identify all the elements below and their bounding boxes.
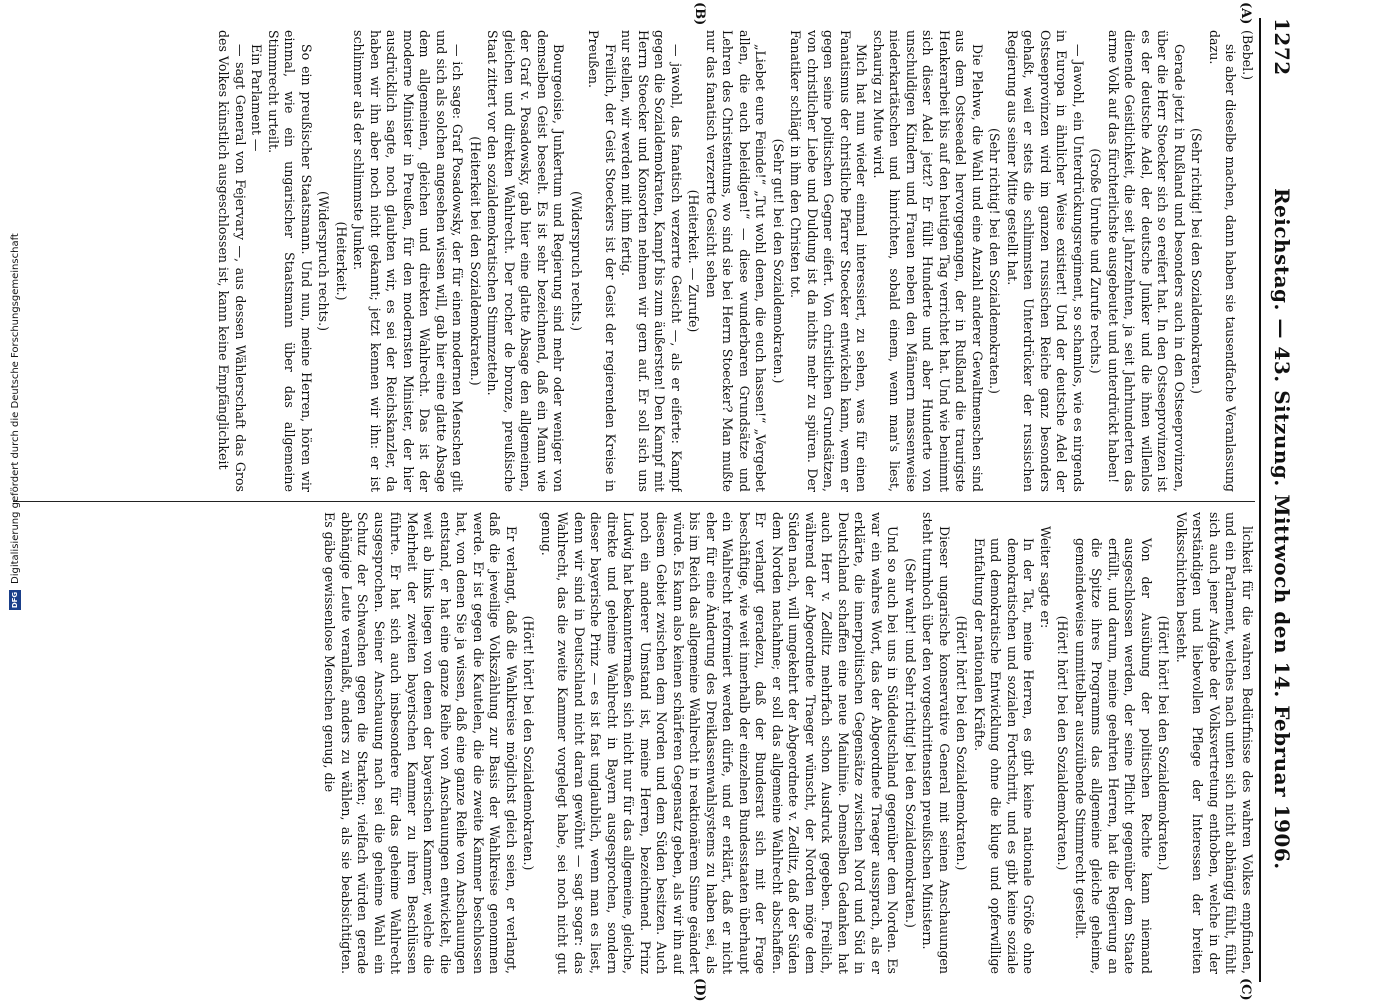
paragraph: Mich hat nun wieder einmal interessiert, zu sehen, was für einen Fanatismus der christliche Pfarrer Stoecker entwickeln kann, wenn er gegen seine politischen Gegner eifert. Von christlichen Grundsätzen, von christlicher Liebe und Duldung ist da nichts mehr zu spüren. Der Fanatiker schlägt in ihm den Christen tot. bbox=[788, 30, 870, 492]
paragraph: So ein preußischer Staatsmann. Und nun, meine Herren, hören wir einmal, wie ein ungarischer Staatsmann über das allgemeine Stimmrecht urteilt. bbox=[266, 30, 314, 492]
paragraph: Bourgeoisie, Junkertum und Regierung sind mehr oder weniger von demselben Geist beseelt. Es ist sehr bezeichnend, daß ein Mann wie der Graf v. Posadowsky, gab hier eine glatte Absage den allgemeinen, gleichen und direkten Wahlrecht. Der rocher de bronze, preußische Staat zittert vor den sozialdemokratischen Stimmzetteln. bbox=[485, 30, 567, 492]
interjection: (Hört! hört! bei den Sozialdemokraten.) bbox=[954, 615, 970, 871]
paragraph: Von der Ausübung der politischen Rechte kann niemand ausgeschlossen werden, der seine Pflicht gegenüber dem Staate erfüllt, und darum, meine geehrten Herren, hat die Regierung an die Spitze ihres Programms das allgemeine gleiche geheime, gemeindeweise unmittelbar auszuübende Stimmrecht gestellt. bbox=[1073, 538, 1154, 974]
interjection: (Sehr richtig! bei den Sozialdemokraten.) bbox=[1189, 128, 1205, 394]
paragraph: lichkeit für die wahren Bedürfnisse des wahren Volkes empfinden, und ein Parlament, welches nach unten sich nicht abhängig fühlt, fühlt sich auch jener Aufgabe der Volksvertretung enthoben, welche in der verständigen und liebevollen Pflege der Interessen der breiten Volksschichten besteht. bbox=[1174, 512, 1255, 974]
interjection: (Hört! hört! bei den Sozialdemokraten.) bbox=[1055, 615, 1071, 871]
interjection: (Hört! hört! bei den Sozialdemokraten.) bbox=[1156, 615, 1172, 871]
left-column bbox=[13, 30, 1255, 492]
paragraph: Ein Parlament — bbox=[249, 44, 265, 152]
margin-letter-a: (A) bbox=[1238, 2, 1253, 25]
interjection: (Sehr richtig! bei den Sozialdemokraten.) bbox=[987, 128, 1003, 394]
page-title: Reichstag. — 43. Sitzung. Mittwoch den 14. Februar 1906. bbox=[1270, 187, 1294, 870]
paragraph: Gerade jetzt in Rußland und besonders auch in den Ostseeprovinzen, über die Herr Stoecker sich so ereifert hat. In den Ostseeprovinzen ist es der deutsche Adel, der deutsche Junker und die ihnen willenlos dienende Geistlichkeit, die seit Jahrzehnten, ja seit Jahrhunderten das arme Volk auf das fürchterlichste ausgebeutet und unterdrückt haben! bbox=[1106, 30, 1187, 492]
interjection: (Widerspruch rechts.) bbox=[569, 190, 584, 332]
dfg-logo: DFG bbox=[11, 591, 19, 609]
interjection: (Heiterkeit. — Zurufe) bbox=[686, 189, 702, 333]
newspaper-page bbox=[5, 0, 1305, 1000]
column-divider bbox=[13, 501, 1255, 502]
interjection: (Sehr gut! bei den Sozialdemokraten.) bbox=[771, 138, 786, 384]
paragraph: Und so auch bei uns in Süddeutschland gegenüber dem Norden. Es war ein wahres Wort, das der Abgeordnete Traeger aussprach, als er erklärte, die innerpolitischen Gegensätze zwischen Nord und Süd in Deutschland schaffen eine neue Mainlinie. Demselben Gedanken hat auch Herr v. Zedlitz mehrfach schon Ausdruck gegeben. Freilich, während der Abgeordnete Traeger wünscht, der Norden möge dem Süden nach, will umgekehrt der Abgeordnete v. Zedlitz, daß der Süden dem Norden nachahme; er soll das allgemeine Wahlrecht abschaffen. Er verlangt geradezu, daß der Bundesrat sich mit der Frage beschäftige, wie weit innerhalb der einzelnen Bundesstaaten überhaupt ein Wahlrecht reformiert werden dürfe, und er erklärt, daß er nicht eher für eine Änderung des Dreiklassenwahlsystems zu haben sei, als bis im Reich das allgemeine Wahlrecht in reaktionärem Sinne geändert würde. Es kann also keinen schärferen Gegensatz geben, als wir ihn auf diesem Gebiet zwischen dem Norden und dem Süden besitzen. Auch noch ein anderer Umstand ist, meine Herren, bezeichnend. Prinz Ludwig hat bekanntermaßen sich nicht nur für das allgemeine, gleiche, direkte und geheime Wahlrecht in Bayern ausgesprochen, sondern dieser bayerische Prinz — es ist fast unglaublich, wenn man es liest, denn wir sind in Deutschland nicht daran gewöhnt — sagt sogar: das Wahlrecht, das die zweite Kammer vorgelegt habe, sei noch nicht gut genug. bbox=[539, 512, 901, 974]
interjection: (Heiterkeit bei den Sozialdemokraten.) bbox=[468, 136, 483, 386]
right-column bbox=[13, 512, 1255, 974]
digitization-credit bbox=[6, 220, 24, 610]
paragraph: Die Plehwe, die Wahl und eine Anzahl anderer Gewaltmenschen sind aus dem Ostseeadel hervorgegangen, der in Rußland die traurigste Henkerarbeit bis auf den heutigen Tag verrichtet hat. Und wie benimmt sich dieser Adel jetzt? Er füllt Hunderte und aber Hunderte von unschuldigen Kindern und Frauen neben den Männern massenweise niederkartätschen und hinrichten, sobald einem, wenn man's liest, schaurig zu Mute wird. bbox=[871, 30, 985, 492]
page-header bbox=[1265, 18, 1299, 982]
paragraph: — sagt General von Fejervary —, aus dessen Wählerschaft das Gros des Volkes künstlich ausgeschlossen ist, kann keine Empfänglichkeit bbox=[216, 30, 248, 492]
interjection: (Hört! hört! bei den Sozialdemokraten.) bbox=[521, 615, 537, 871]
interjection: (Widerspruch rechts.) bbox=[316, 190, 332, 332]
interjection: (Sehr wahr! und Sehr richtig! bei den Sozialdemokraten.) bbox=[903, 558, 918, 928]
speaker-name: (Bebel.) bbox=[1240, 30, 1255, 81]
paragraph: „Liebet eure Feinde!“ „Tut wohl denen, die euch hassen!“ „Vergebet allen, die euch beleidigen!“ — diese wunderbaren Grundsätze und Lehren des Christentums, wo sind sie bei Herrn Stoecker? Man mußte nur das fanatisch verzerrte Gesicht sehen bbox=[704, 30, 769, 492]
margin-letter-b: (B) bbox=[692, 2, 707, 26]
paragraph: — jawohl, das fanatisch verzerrte Gesicht —, als er eiferte: Kampf gegen die Sozialdemokraten, Kampf bis zum äußersten! Den Kampf mit Herrn Stoecker und Konsorten nehmen wir gern auf. Er soll sich uns nur stellen, wir werden mit ihm fertig. bbox=[619, 30, 684, 492]
paragraph: — Jawohl, ein Unterdrückungsregiment, so schamlos, wie es nirgends in Europa in ähnlicher Weise existiert! Und der deutsche Adel der Ostseeprovinzen wird im ganzen russischen Reiche ganz besonders gehaßt, weil er stets die schlimmsten Unterdrücker der russischen Regierung aus seiner Mitte gestellt hat. bbox=[1005, 30, 1086, 492]
interjection: (Heiterkeit.) bbox=[334, 221, 349, 301]
margin-letter-c: (C) bbox=[1238, 978, 1253, 1001]
digitization-note: Digitalisierung gefördert durch die Deutsche Forschungsgemeinschaft bbox=[9, 233, 21, 584]
paragraph: sie aber dieselbe machen, dann haben sie tausendfache Veranlassung dazu. bbox=[1207, 30, 1239, 492]
margin-letter-d: (D) bbox=[692, 978, 707, 1002]
paragraph: Freilich, der Geist Stoeckers ist der Geist der regierenden Kreise in Preußen. bbox=[586, 30, 618, 492]
paragraph: Weiter sagte er: bbox=[1038, 526, 1053, 629]
interjection: (Große Unruhe und Zurufe rechts.) bbox=[1088, 148, 1104, 374]
paragraph: — ich sage: Graf Posadowsky, der für einen modernen Menschen gilt und sich als solchen angesehen wissen will, gab hier eine glatte Absage dem allgemeinen, gleichen und direkten Wahlrecht. Das ist der moderne Minister in Preußen, für den modernsten Minister, der hier ausdrücklich sagte, noch glaubten wir, es sei der Reichskanzler, da haben wir ihn aber noch nicht gekannt; jetzt kennen wir ihn: er ist schlimmer als der schlimmste Junker. bbox=[351, 30, 466, 492]
paragraph: Er verlangt, daß die Wahlkreise möglichst gleich seien, er verlangt, daß die jeweilige Volkszählung zur Basis der Wahlkreise genommen werde. Er ist gegen die Kautelen, die die zweite Kammer beschlossen hat, von denen Sie ja wissen, daß eine ganze Reihe von Anschauungen entstand, er hat eine ganze Reihe von Anschauungen entwickelt, die weit ab links liegen von denen der bayerischen Kammer, welche die Mehrheit der zweiten bayerischen Kammer zu ihren Beschlüssen führte. Er hat sich auch insbesondere für das geheime Wahlrecht ausgesprochen. Seiner Anschauung nach sei die geheime Wahl ein Schutz der Schwachen gegen die Starken; vielfach würden gerade abhängige Leute veranlaßt, anders zu wählen, als sie beabsichtigten. Es gäbe gewissenlose Menschen genug, die bbox=[322, 512, 519, 974]
paragraph: In der Tat, meine Herren, es gibt keine nationale Größe ohne demokratischen und sozialen Fortschritt, und es gibt keine soziale und demokratische Entwicklung ohne die kluge und opferwillige Entfaltung der nationalen Kräfte. bbox=[972, 538, 1037, 974]
header-rule bbox=[1259, 18, 1261, 982]
paragraph: Dieser ungarische konservative General mit seinen Anschauungen steht turmhoch über den vorgeschrittensten preußischen Ministern. bbox=[920, 512, 952, 974]
page-number: 1272 bbox=[1270, 18, 1294, 76]
